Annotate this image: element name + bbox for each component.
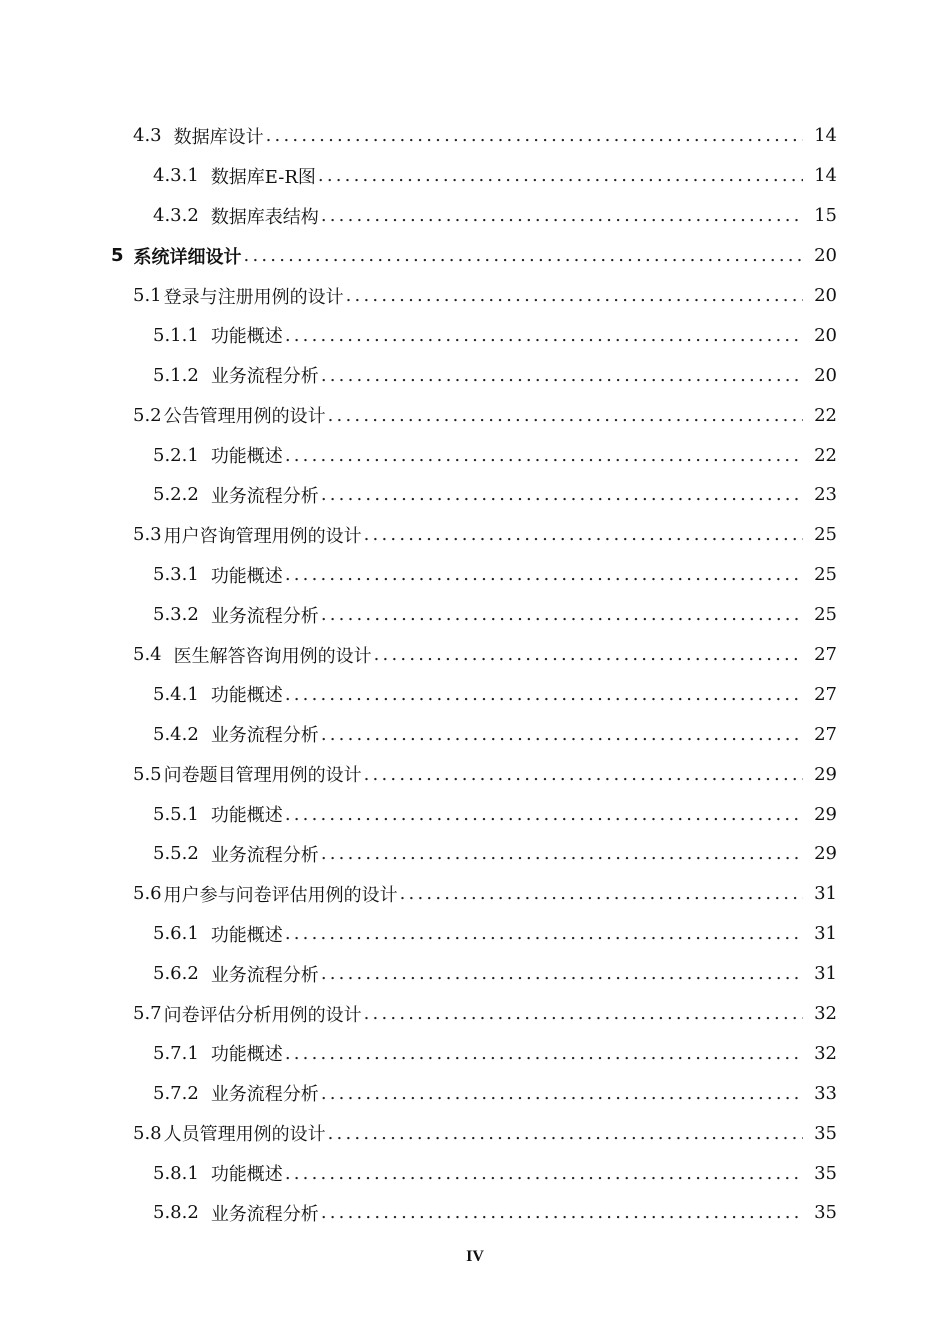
toc-entry-title: 业务流程分析 — [210, 485, 319, 507]
toc-entry-number: 5.3 — [133, 524, 162, 546]
toc-entry-number: 5.4.2 — [153, 723, 199, 745]
toc-entry[interactable] — [0, 595, 950, 635]
toc-dot-leader — [285, 684, 803, 705]
toc-entry[interactable] — [0, 236, 950, 276]
toc-dot-leader — [328, 405, 803, 426]
toc-entry-title: 业务流程分析 — [210, 366, 319, 388]
toc-entry-number: 5.3.1 — [153, 564, 199, 586]
toc-dot-leader — [321, 724, 803, 745]
toc-entry-page-number: 20 — [814, 285, 837, 306]
toc-entry[interactable] — [0, 954, 950, 994]
toc-entry-title: 数据库E-R图 — [210, 166, 316, 188]
toc-dot-leader — [321, 1083, 803, 1104]
toc-entry[interactable] — [0, 435, 950, 475]
toc-entry-title: 公告管理用例的设计 — [163, 406, 326, 428]
toc-entry-number: 5.1.2 — [153, 364, 199, 386]
toc-entry-number: 5.1.1 — [153, 324, 199, 346]
toc-dot-leader — [285, 445, 803, 466]
toc-entry[interactable] — [0, 914, 950, 954]
toc-entry-page-number: 32 — [814, 1003, 837, 1025]
toc-entry-number: 5.4.1 — [153, 683, 199, 705]
toc-entry-page-number: 22 — [814, 404, 837, 426]
toc-entry[interactable] — [0, 794, 950, 834]
toc-entry-title: 医生解答咨询用例的设计 — [173, 645, 372, 667]
toc-entry-title: 功能概述 — [210, 446, 283, 468]
toc-entry-number: 5.7.2 — [153, 1082, 199, 1104]
toc-entry-page-number: 20 — [814, 245, 837, 267]
toc-entry-page-number: 25 — [814, 524, 837, 546]
toc-entry-title: 业务流程分析 — [210, 1084, 319, 1106]
toc-dot-leader — [321, 604, 803, 625]
toc-entry[interactable] — [0, 714, 950, 754]
toc-entry-title: 功能概述 — [210, 1044, 283, 1066]
toc-entry-number: 4.3 — [133, 125, 162, 147]
toc-entry-title: 业务流程分析 — [210, 725, 319, 747]
toc-entry-number: 5.6.2 — [153, 963, 199, 985]
toc-entry[interactable] — [0, 555, 950, 595]
toc-entry-title: 人员管理用例的设计 — [163, 1124, 326, 1146]
toc-entry-page-number: 27 — [814, 644, 837, 666]
toc-entry-number: 5.8.1 — [153, 1162, 199, 1184]
toc-entry[interactable] — [0, 994, 950, 1034]
page-number-footer: IV — [466, 1248, 484, 1265]
toc-entry[interactable] — [0, 635, 950, 675]
toc-dot-leader — [400, 883, 803, 904]
toc-dot-leader — [346, 285, 803, 306]
toc-entry[interactable] — [0, 116, 950, 156]
toc-entry-title: 功能概述 — [210, 924, 283, 946]
toc-entry-title: 业务流程分析 — [210, 964, 319, 986]
toc-entry-number: 5.8 — [133, 1122, 162, 1144]
toc-dot-leader — [285, 325, 803, 346]
toc-entry-title: 用户参与问卷评估用例的设计 — [163, 884, 398, 906]
toc-entry-number: 5.2 — [133, 404, 162, 426]
toc-entry[interactable] — [0, 1113, 950, 1153]
toc-dot-leader — [374, 644, 803, 665]
toc-dot-leader — [266, 125, 803, 146]
toc-entry[interactable] — [0, 754, 950, 794]
table-of-contents — [0, 116, 950, 1233]
toc-entry-page-number: 27 — [814, 683, 837, 705]
toc-entry-page-number: 29 — [814, 843, 837, 865]
toc-entry[interactable] — [0, 515, 950, 555]
toc-dot-leader — [321, 205, 803, 226]
toc-entry-title: 业务流程分析 — [210, 605, 319, 627]
toc-entry[interactable] — [0, 1073, 950, 1113]
toc-entry-number: 5.5.1 — [153, 803, 199, 825]
toc-entry-number: 4.3.2 — [153, 205, 199, 227]
toc-entry-number: 5.7.1 — [153, 1042, 199, 1064]
toc-entry-title: 用户咨询管理用例的设计 — [163, 525, 362, 547]
toc-entry[interactable] — [0, 276, 950, 316]
toc-entry-page-number: 25 — [814, 604, 837, 626]
toc-entry-title: 功能概述 — [210, 805, 283, 827]
toc-entry-page-number: 20 — [814, 324, 837, 346]
toc-entry-page-number: 14 — [814, 125, 837, 147]
toc-dot-leader — [321, 1202, 803, 1223]
toc-dot-leader — [285, 923, 803, 944]
toc-entry-title: 业务流程分析 — [210, 1203, 319, 1225]
toc-entry-title: 功能概述 — [210, 1164, 283, 1186]
toc-entry-page-number: 29 — [814, 763, 837, 785]
toc-entry-title: 问卷题目管理用例的设计 — [163, 765, 362, 787]
toc-dot-leader — [364, 1003, 803, 1024]
toc-entry-number: 5.8.2 — [153, 1202, 199, 1224]
toc-entry-title: 功能概述 — [210, 326, 283, 348]
toc-entry-title: 功能概述 — [210, 685, 283, 707]
toc-entry[interactable] — [0, 1153, 950, 1193]
toc-entry-page-number: 22 — [814, 444, 837, 466]
toc-entry-number: 5.5 — [133, 763, 162, 785]
toc-dot-leader — [285, 564, 803, 585]
toc-entry-page-number: 25 — [814, 564, 837, 586]
toc-dot-leader — [318, 165, 803, 186]
toc-entry-number: 5.2.2 — [153, 484, 199, 506]
toc-entry-number: 4.3.1 — [153, 165, 199, 187]
toc-entry-page-number: 33 — [814, 1082, 837, 1104]
toc-entry-number: 5.6 — [133, 883, 162, 905]
toc-dot-leader — [364, 764, 803, 785]
toc-dot-leader — [244, 245, 803, 266]
toc-entry-page-number: 31 — [814, 923, 837, 945]
toc-entry[interactable] — [0, 475, 950, 515]
toc-dot-leader — [364, 524, 803, 545]
toc-entry[interactable] — [0, 156, 950, 196]
toc-entry-number: 5 — [111, 245, 124, 267]
toc-entry-page-number: 23 — [814, 484, 837, 506]
toc-entry[interactable] — [0, 874, 950, 914]
toc-entry-title: 数据库设计 — [173, 126, 264, 148]
toc-dot-leader — [321, 963, 803, 984]
toc-dot-leader — [321, 365, 803, 386]
toc-entry[interactable] — [0, 1193, 950, 1233]
toc-entry-number: 5.6.1 — [153, 923, 199, 945]
toc-dot-leader — [328, 1123, 803, 1144]
toc-entry-title: 登录与注册用例的设计 — [163, 286, 344, 308]
toc-entry[interactable] — [0, 196, 950, 236]
toc-entry[interactable] — [0, 1033, 950, 1073]
toc-dot-leader — [285, 804, 803, 825]
toc-entry-number: 5.2.1 — [153, 444, 199, 466]
toc-dot-leader — [285, 1163, 803, 1184]
toc-entry-page-number: 31 — [814, 883, 837, 905]
toc-entry-number: 5.1 — [133, 285, 162, 306]
toc-entry-page-number: 32 — [814, 1042, 837, 1064]
toc-entry-title: 数据库表结构 — [210, 206, 319, 228]
toc-entry[interactable] — [0, 315, 950, 355]
toc-dot-leader — [285, 1043, 803, 1064]
toc-entry-number: 5.3.2 — [153, 604, 199, 626]
toc-entry-page-number: 27 — [814, 723, 837, 745]
toc-entry-page-number: 15 — [814, 205, 837, 227]
toc-entry-number: 5.4 — [133, 644, 162, 666]
toc-entry[interactable] — [0, 355, 950, 395]
toc-entry-number: 5.5.2 — [153, 843, 199, 865]
toc-entry-title: 系统详细设计 — [133, 246, 242, 268]
toc-entry[interactable] — [0, 674, 950, 714]
toc-entry-page-number: 29 — [814, 803, 837, 825]
toc-entry-title: 业务流程分析 — [210, 844, 319, 866]
toc-entry[interactable] — [0, 834, 950, 874]
toc-entry-number: 5.7 — [133, 1003, 162, 1025]
toc-entry[interactable] — [0, 395, 950, 435]
toc-entry-title: 问卷评估分析用例的设计 — [163, 1004, 362, 1026]
toc-entry-page-number: 35 — [814, 1202, 837, 1224]
toc-entry-page-number: 31 — [814, 963, 837, 985]
toc-entry-title: 功能概述 — [210, 565, 283, 587]
toc-entry-page-number: 35 — [814, 1162, 837, 1184]
toc-dot-leader — [321, 843, 803, 864]
toc-entry-page-number: 35 — [814, 1122, 837, 1144]
toc-entry-page-number: 14 — [814, 165, 837, 187]
toc-dot-leader — [321, 484, 803, 505]
toc-entry-page-number: 20 — [814, 364, 837, 386]
